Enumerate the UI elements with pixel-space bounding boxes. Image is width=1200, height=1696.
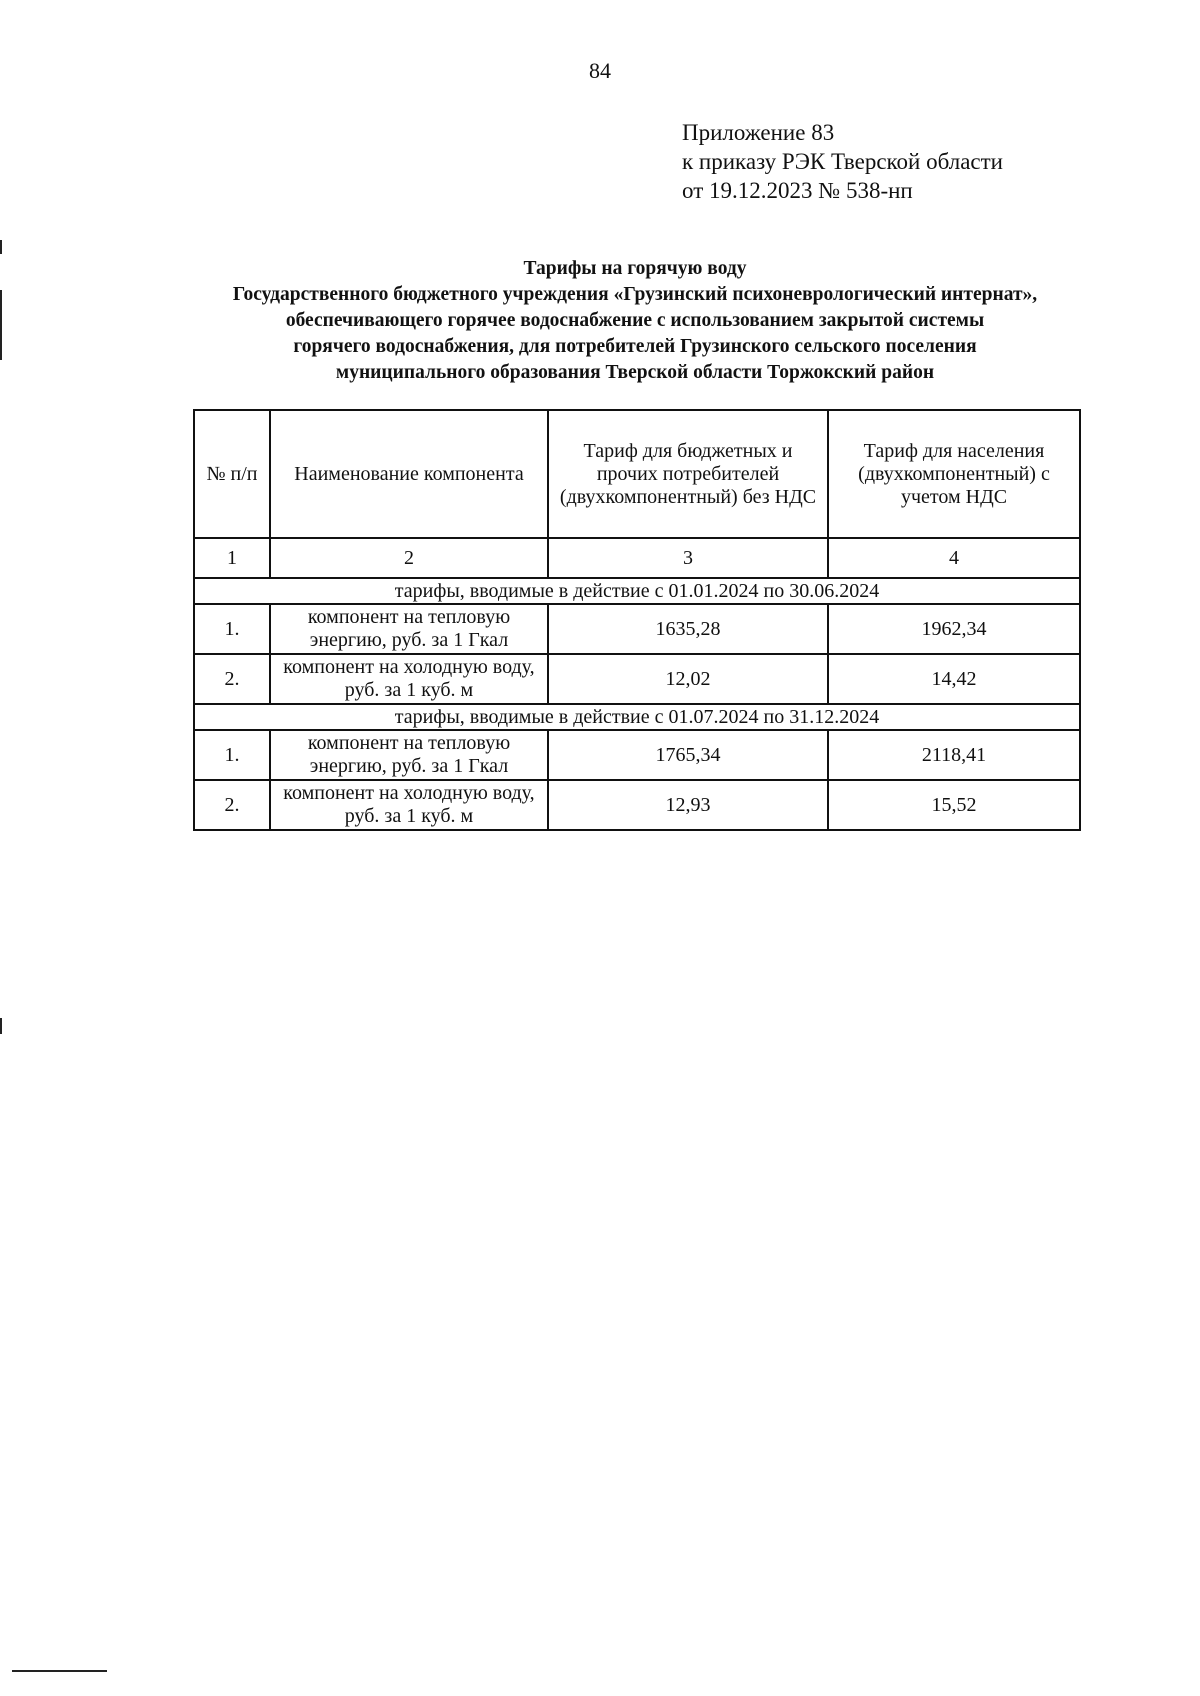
column-number: 4 [828, 538, 1080, 578]
column-number-row [194, 538, 1080, 578]
column-number: 1 [194, 538, 270, 578]
table-row [194, 730, 1080, 780]
row-component-name: компонент на тепловую энергию, руб. за 1 Гкал [270, 730, 548, 780]
table-row [194, 654, 1080, 704]
row-population-value: 14,42 [828, 654, 1080, 704]
column-number: 2 [270, 538, 548, 578]
appendix-reference [682, 118, 1003, 205]
row-budget-value: 1635,28 [548, 604, 828, 654]
row-num: 1. [194, 730, 270, 780]
title-line-1: Тарифы на горячую воду [523, 258, 747, 279]
period-label: тарифы, вводимые в действие с 01.07.2024 по 31.12.2024 [194, 704, 1080, 730]
title-line-4: горячего водоснабжения, для потребителей Грузинского сельского поселения [293, 336, 977, 357]
table-row [194, 780, 1080, 830]
scan-edge-mark [0, 290, 2, 360]
row-num: 2. [194, 780, 270, 830]
row-component-name: компонент на тепловую энергию, руб. за 1 Гкал [270, 604, 548, 654]
document-title [60, 256, 1200, 386]
appendix-line-3: от 19.12.2023 № 538-нп [682, 178, 913, 203]
row-num: 2. [194, 654, 270, 704]
row-component-name: компонент на холодную воду, руб. за 1 куб. м [270, 780, 548, 830]
title-line-2: Государственного бюджетного учреждения «Грузинский психоневрологический интернат», [232, 284, 1038, 305]
table-header-row [194, 410, 1080, 538]
tariff-table [193, 409, 1081, 831]
period-label: тарифы, вводимые в действие с 01.01.2024 по 30.06.2024 [194, 578, 1080, 604]
period-row [194, 578, 1080, 604]
scan-edge-mark [0, 240, 2, 254]
row-budget-value: 12,02 [548, 654, 828, 704]
scan-bottom-line [12, 1670, 107, 1672]
scan-edge-mark [0, 1018, 2, 1034]
header-num: № п/п [194, 410, 270, 538]
column-number: 3 [548, 538, 828, 578]
row-population-value: 2118,41 [828, 730, 1080, 780]
page-number: 84 [589, 58, 611, 83]
row-num: 1. [194, 604, 270, 654]
row-population-value: 1962,34 [828, 604, 1080, 654]
appendix-line-1: Приложение 83 [682, 120, 835, 145]
title-line-3: обеспечивающего горячее водоснабжение с использованием закрытой системы [285, 310, 985, 331]
title-line-5: муниципального образования Тверской области Торжокский район [335, 362, 935, 383]
row-component-name: компонент на холодную воду, руб. за 1 куб. м [270, 654, 548, 704]
appendix-line-2: к приказу РЭК Тверской области [682, 149, 1003, 174]
table-row [194, 604, 1080, 654]
header-component-name: Наименование компонента [270, 410, 548, 538]
row-budget-value: 12,93 [548, 780, 828, 830]
header-population-tariff: Тариф для населения (двухкомпонентный) с учетом НДС [828, 410, 1080, 538]
period-row [194, 704, 1080, 730]
row-budget-value: 1765,34 [548, 730, 828, 780]
header-budget-tariff: Тариф для бюджетных и прочих потребителей (двухкомпонентный) без НДС [548, 410, 828, 538]
row-population-value: 15,52 [828, 780, 1080, 830]
